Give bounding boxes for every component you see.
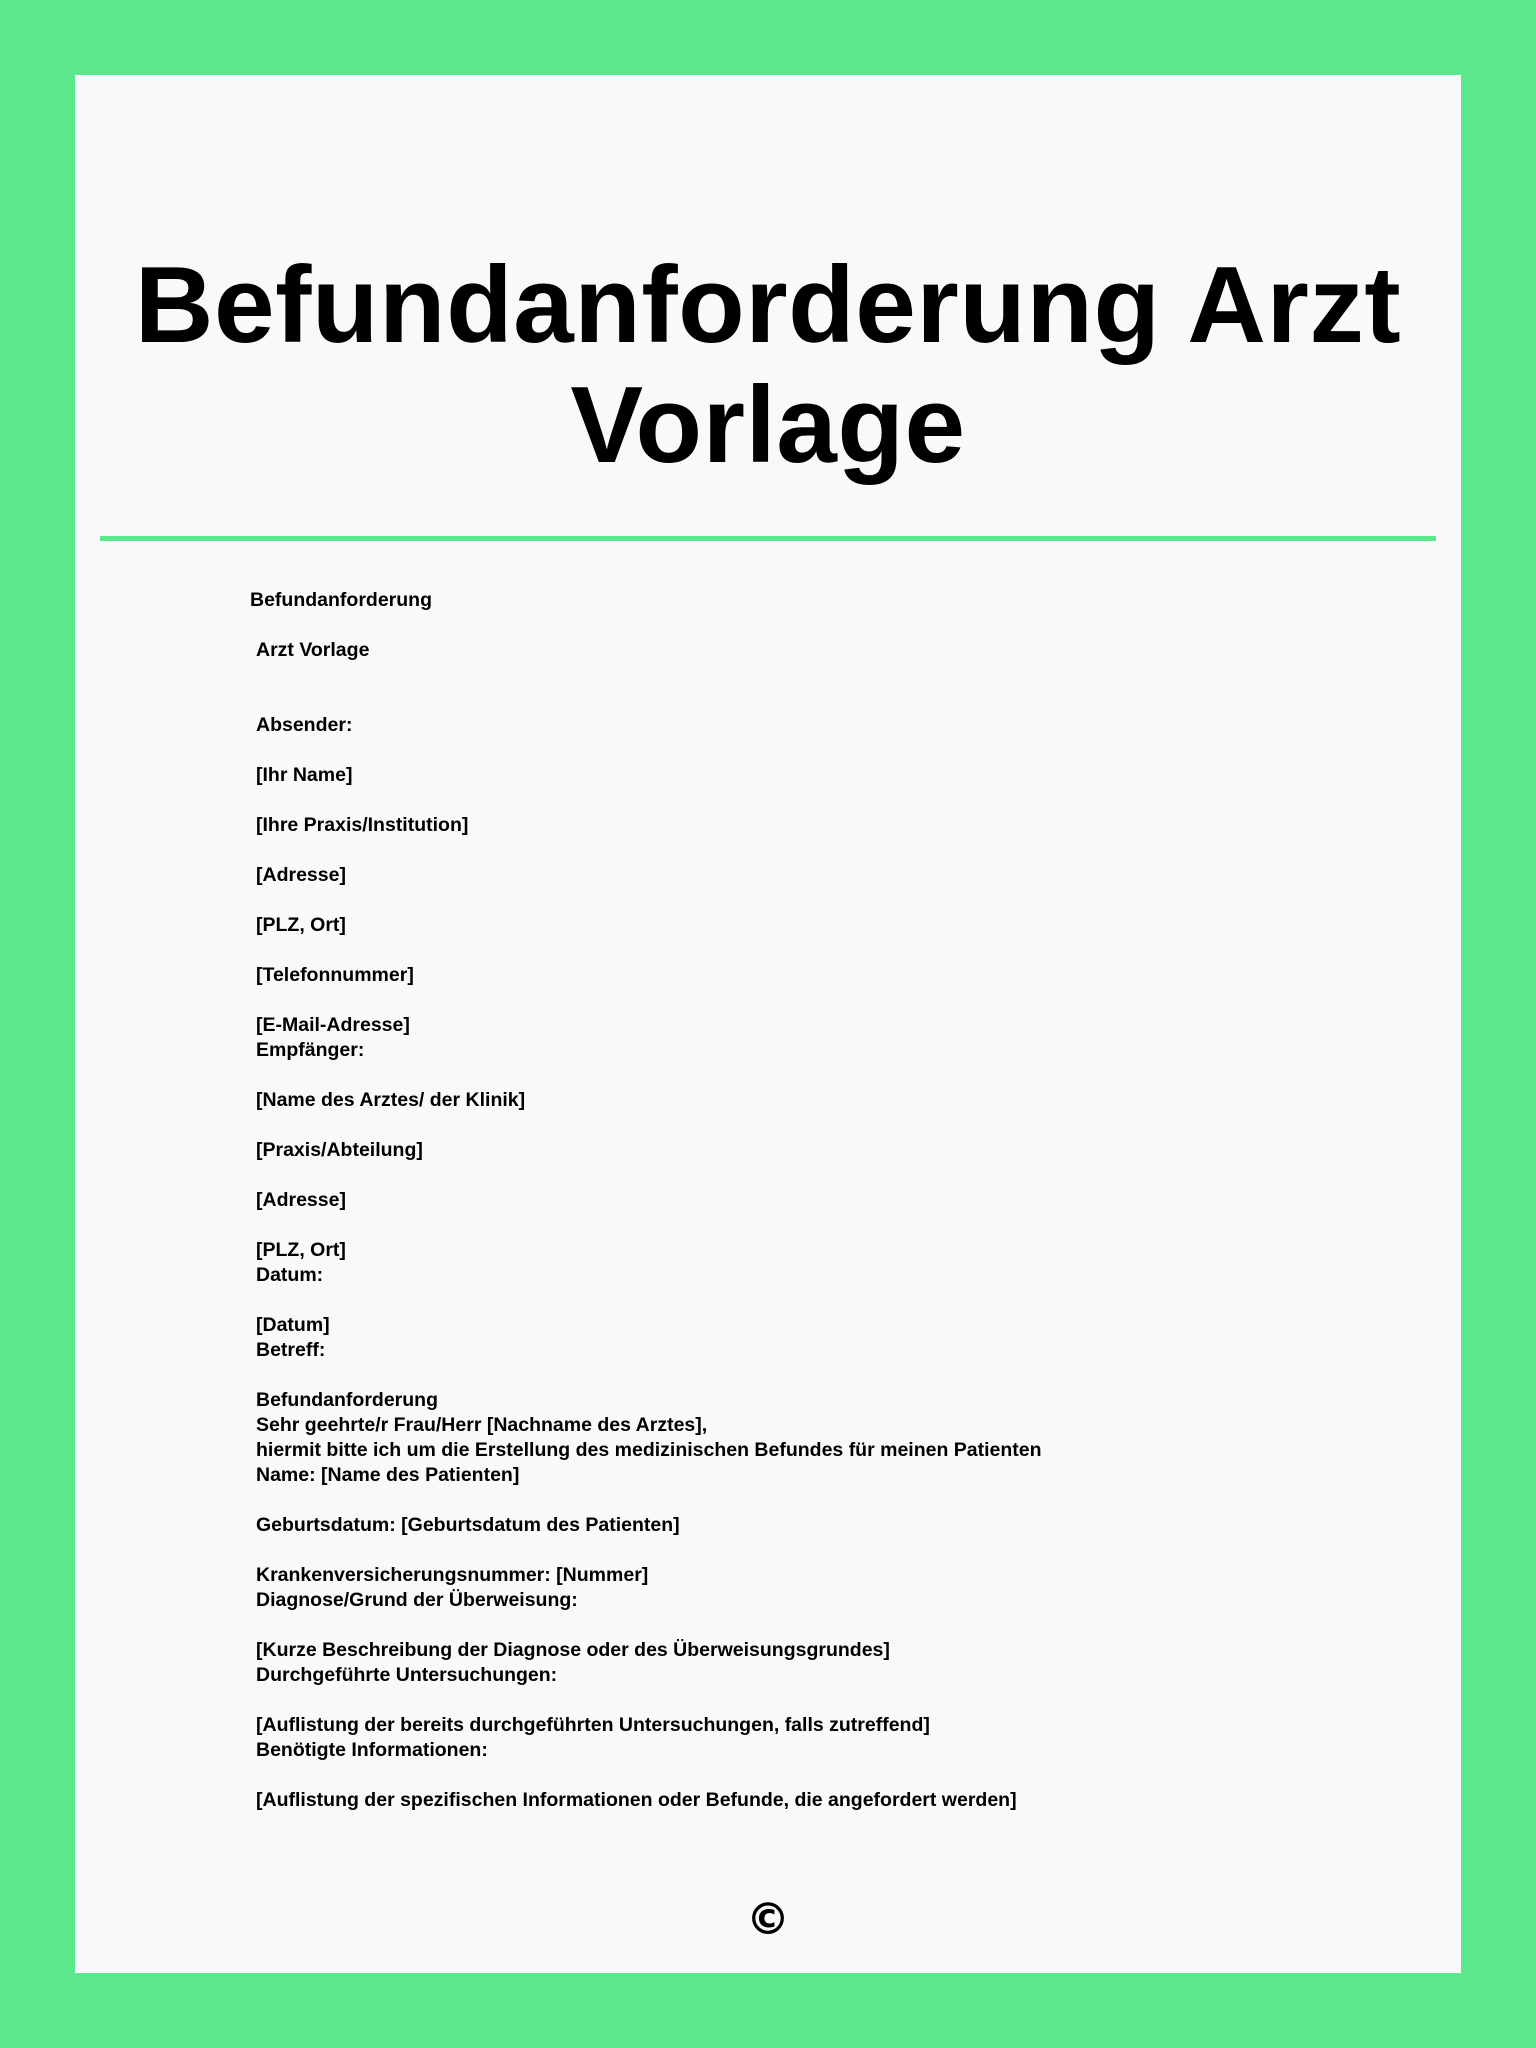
- letter-line: [Praxis/Abteilung]: [256, 1139, 423, 1161]
- letter-line: [Telefonnummer]: [256, 964, 414, 986]
- letter-line: Absender:: [256, 714, 353, 736]
- letter-line: Befundanforderung: [256, 1389, 438, 1411]
- title-line-2: Vorlage: [570, 364, 966, 486]
- letter-line: [Adresse]: [256, 1189, 346, 1211]
- letter-line: [Adresse]: [256, 864, 346, 886]
- letter-line: Arzt Vorlage: [256, 639, 370, 661]
- letter-line: [Auflistung der bereits durchgeführten Untersuchungen, falls zutreffend]: [256, 1714, 930, 1736]
- letter-line: hiermit bitte ich um die Erstellung des medizinischen Befundes für meinen Patienten: [256, 1439, 1042, 1461]
- letter-line: Betreff:: [256, 1339, 326, 1361]
- letter-line: [E-Mail-Adresse]: [256, 1014, 410, 1036]
- letter-line: [PLZ, Ort]: [256, 1239, 346, 1261]
- letter-line: Durchgeführte Untersuchungen:: [256, 1664, 558, 1686]
- document-title: [75, 245, 1461, 485]
- letter-line: [Auflistung der spezifischen Informationen oder Befunde, die angefordert werden]: [256, 1789, 1017, 1811]
- letter-line: [Datum]: [256, 1314, 330, 1336]
- letter-line: Benötigte Informationen:: [256, 1739, 488, 1761]
- letter-line: Krankenversicherungsnummer: [Nummer]: [256, 1564, 649, 1586]
- letter-line: [Ihr Name]: [256, 764, 353, 786]
- title-divider: [100, 536, 1436, 541]
- copyright-symbol: ©: [746, 1894, 790, 1945]
- letter-line: Sehr geehrte/r Frau/Herr [Nachname des Arztes],: [256, 1414, 708, 1436]
- letter-line: [Kurze Beschreibung der Diagnose oder des Überweisungsgrundes]: [256, 1639, 890, 1661]
- title-line-1: Befundanforderung Arzt: [134, 244, 1402, 366]
- letter-line: [Name des Arztes/ der Klinik]: [256, 1089, 526, 1111]
- letter-line: Datum:: [256, 1264, 324, 1286]
- letter-line: Geburtsdatum: [Geburtsdatum des Patienten]: [256, 1514, 680, 1536]
- document-page: [75, 75, 1461, 1973]
- letter-line: Diagnose/Grund der Überweisung:: [256, 1589, 578, 1611]
- letter-line: Empfänger:: [256, 1039, 365, 1061]
- letter-line: Name: [Name des Patienten]: [256, 1464, 520, 1486]
- letter-line: Befundanforderung: [250, 589, 432, 611]
- letter-line: [PLZ, Ort]: [256, 914, 346, 936]
- letter-line: [Ihre Praxis/Institution]: [256, 814, 469, 836]
